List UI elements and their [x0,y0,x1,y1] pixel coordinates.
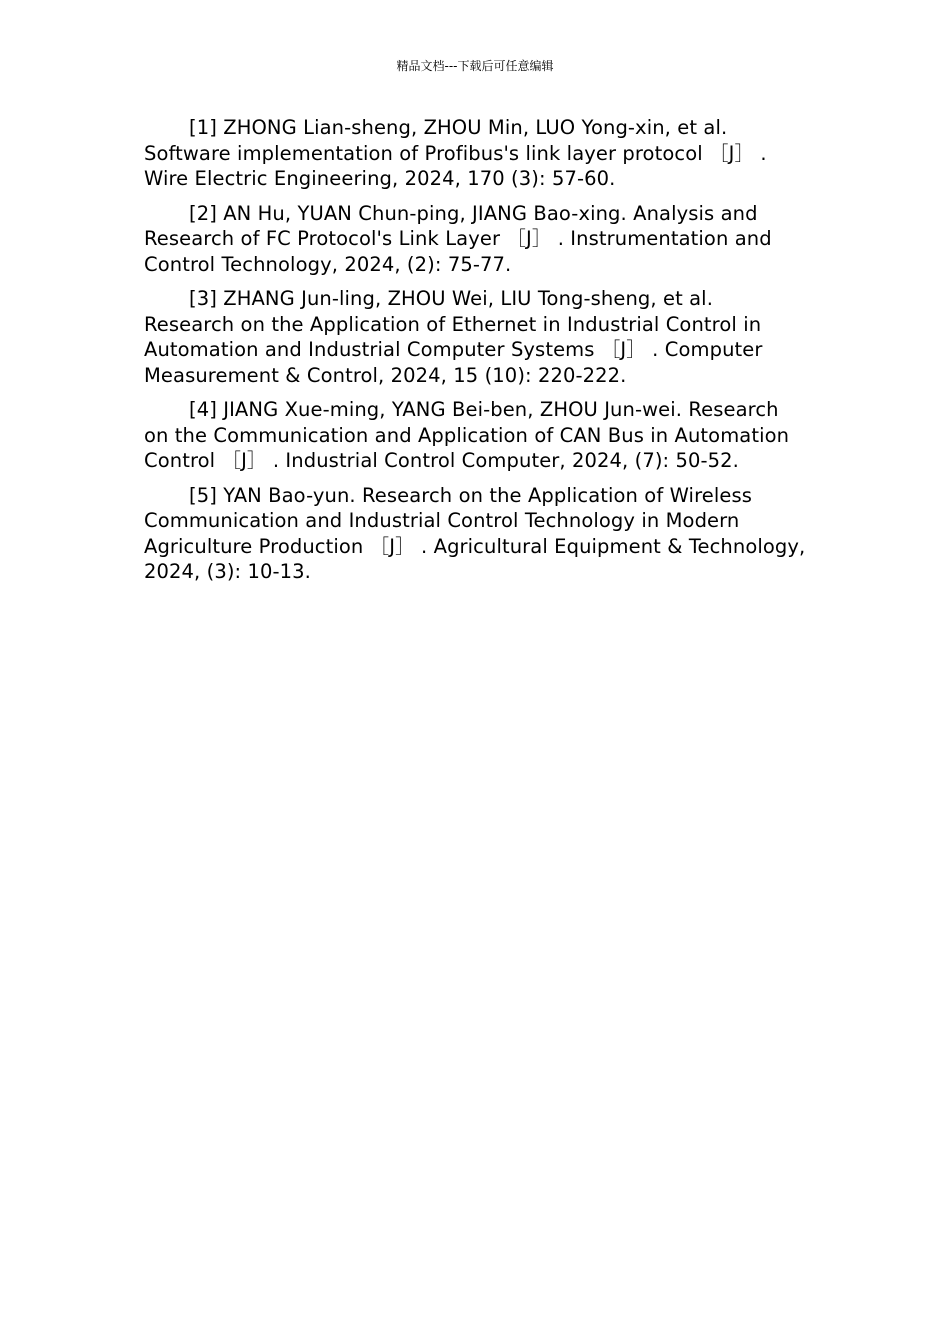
reference-item [144,201,806,278]
header-text: 精品文档---下载后可任意编辑 [396,59,554,73]
reference-number: [4] [189,398,217,421]
reference-text: JIANG Xue-ming, YANG Bei-ben, ZHOU Jun-wei. Research on the Communication and Application of CAN Bus in Automation Control ［J］ . Industrial Control Computer, 2024, (7): 50-52. [144,398,790,472]
page-header [0,58,950,74]
reference-text: ZHANG Jun-ling, ZHOU Wei, LIU Tong-sheng, et al. Research on the Application of Ethernet in Industrial Control in Automation and Industrial Computer Systems ［J］ . Computer Measurement & Control, 2024, 15 (10): 220-222. [144,287,763,387]
reference-text: YAN Bao-yun. Research on the Application of Wireless Communication and Industrial Control Technology in Modern Agriculture Production ［J］ . Agricultural Equipment & Technology, 2024, (3): 10-13. [144,483,806,583]
reference-number: [3] [189,287,217,310]
reference-list [144,115,806,594]
reference-number: [5] [189,483,217,507]
reference-item [144,286,806,388]
reference-number: [1] [189,116,217,139]
reference-number: [2] [189,201,217,225]
reference-text: AN Hu, YUAN Chun-ping, JIANG Bao-xing. Analysis and Research of FC Protocol's Link Layer ［J］ . Instrumentation and Control Technology, 2024, (2): 75-77. [144,201,772,276]
reference-item [144,483,806,585]
reference-item [144,115,806,192]
reference-text: ZHONG Lian-sheng, ZHOU Min, LUO Yong-xin, et al. Software implementation of Profibus's link layer protocol ［J］ . Wire Electric Engineering, 2024, 170 (3): 57-60. [144,116,767,190]
reference-item [144,397,806,474]
